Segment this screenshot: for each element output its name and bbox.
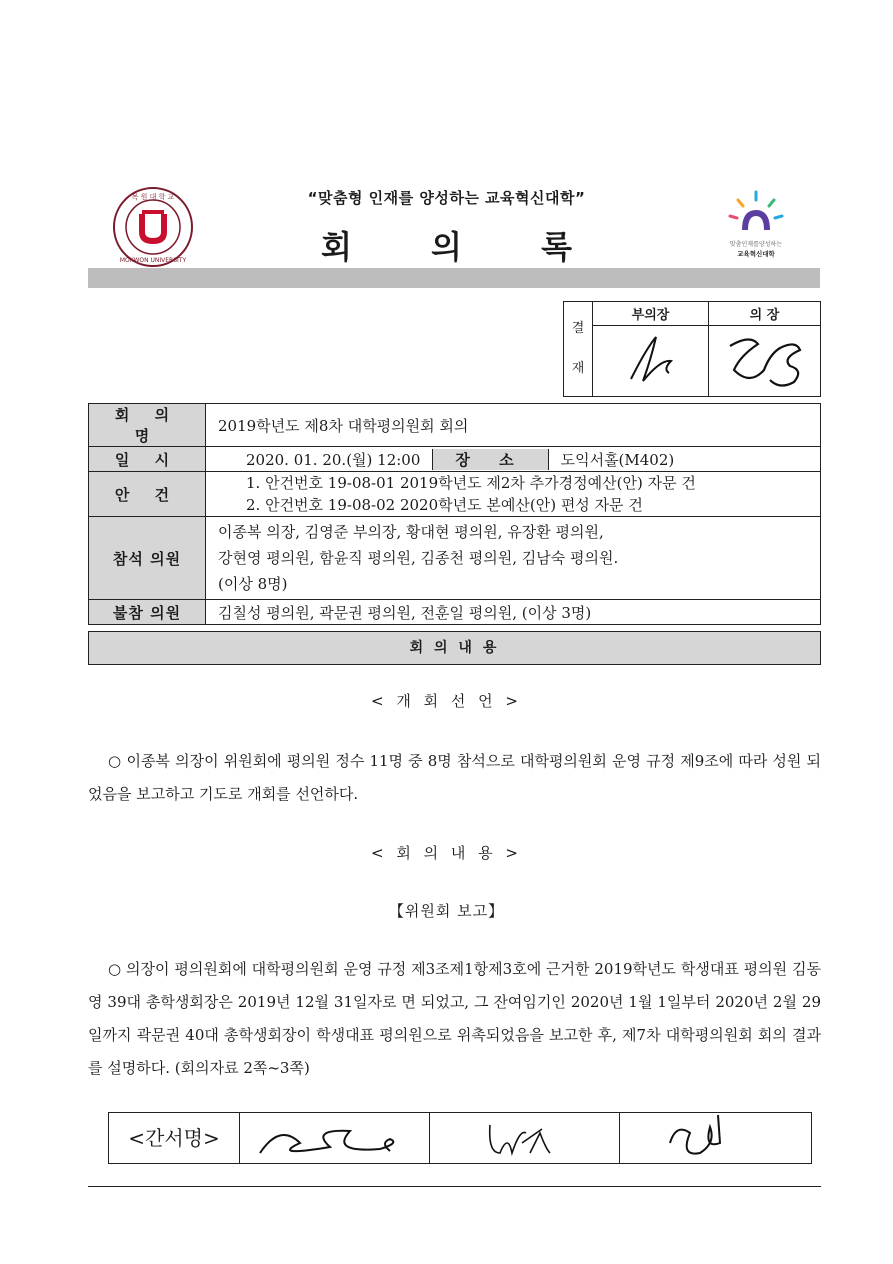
agenda-label: 안 건 — [89, 472, 206, 517]
initial-signature-1 — [239, 1113, 430, 1163]
slogan: “맞춤형 인재를 양성하는 교육혁신대학” — [307, 189, 586, 207]
vice-chair-signature — [593, 326, 709, 397]
attendees-line: 이종복 의장, 김영준 부의장, 황대현 평의원, 유장환 평의원, — [218, 523, 604, 541]
footer-rule — [88, 1186, 821, 1187]
attendees-line: 강현영 평의원, 함윤직 평의원, 김종천 평의원, 김남숙 평의원. — [218, 549, 619, 567]
attendees-line: (이상 8명) — [218, 575, 288, 593]
initials-label: <간서명> — [128, 1126, 220, 1150]
content-heading: < 회 의 내 용 > — [371, 844, 522, 862]
approval-side-label: 결 재 — [564, 302, 593, 397]
agenda-list — [206, 472, 821, 517]
place-label: 장 소 — [432, 449, 548, 470]
initials-box — [108, 1112, 812, 1164]
header-divider — [88, 268, 820, 288]
attendees-label: 참석 의원 — [89, 517, 206, 600]
logo-caption-2: 교육혁신대학 — [737, 250, 775, 258]
section-title-bar: 회 의 내 용 — [88, 631, 821, 665]
approval-chair-header: 의 장 — [709, 302, 821, 326]
meeting-name-label: 회 의 명 — [89, 404, 206, 447]
document-title: 회 의 록 — [320, 228, 607, 266]
svg-text:목 원 대 학 교: 목 원 대 학 교 — [131, 193, 175, 201]
absent-value: 김칠성 평의원, 곽문권 평의원, 전훈일 평의원, (이상 3명) — [206, 600, 821, 625]
approval-vice-chair-header: 부의장 — [593, 302, 709, 326]
attendees-list — [206, 517, 821, 600]
datetime-label: 일 시 — [89, 447, 206, 472]
datetime-value: 2020. 01. 20.(월) 12:00 — [246, 450, 421, 469]
opening-paragraph: ○ 이종복 의장이 위원회에 평의원 정수 11명 중 8명 참석으로 대학평의원회 운영 규정 제9조에 따라 성원 되었음을 보고하고 기도로 개회를 선언하다. — [88, 752, 821, 803]
chair-signature — [709, 326, 821, 397]
datetime-row — [206, 447, 821, 472]
meeting-name-value: 2019학년도 제8차 대학평의원회 회의 — [206, 404, 821, 447]
logo-caption-1: 맞춤인재를양성하는 — [729, 241, 783, 248]
absent-label: 불참 의원 — [89, 600, 206, 625]
meeting-info-table — [88, 403, 821, 625]
report-heading: 【위원회 보고】 — [388, 902, 505, 920]
place-value: 도익서홀(M402) — [560, 450, 675, 469]
approval-box — [563, 301, 821, 397]
opening-heading: < 개 회 선 언 > — [371, 692, 522, 710]
svg-text:MOKWON UNIVERSITY: MOKWON UNIVERSITY — [119, 257, 187, 264]
initial-signature-3 — [619, 1113, 812, 1163]
agenda-item: 2. 안건번호 19-08-02 2020학년도 본예산(안) 편성 자문 건 — [246, 496, 643, 514]
agenda-item: 1. 안건번호 19-08-01 2019학년도 제2차 추가경정예산(안) 자문 건 — [246, 474, 696, 492]
initial-signature-2 — [429, 1113, 620, 1163]
report-paragraph: ○ 의장이 평의원회에 대학평의원회 운영 규정 제3조제1항제3호에 근거한 2019학년도 학생대표 평의원 김동영 39대 총학생회장은 2019년 12월 31일자로 면 되었고, 그 잔여임기인 2020년 1월 1일부터 2020년 2월 29일까지 곽문권 40대 총학생회장이 학생대표 평의원으로 위촉되었음을 보고한 후, 제7차 대학평의원회 회의 결과를 설명하다. (회의자료 2쪽~3쪽) — [88, 960, 821, 1077]
